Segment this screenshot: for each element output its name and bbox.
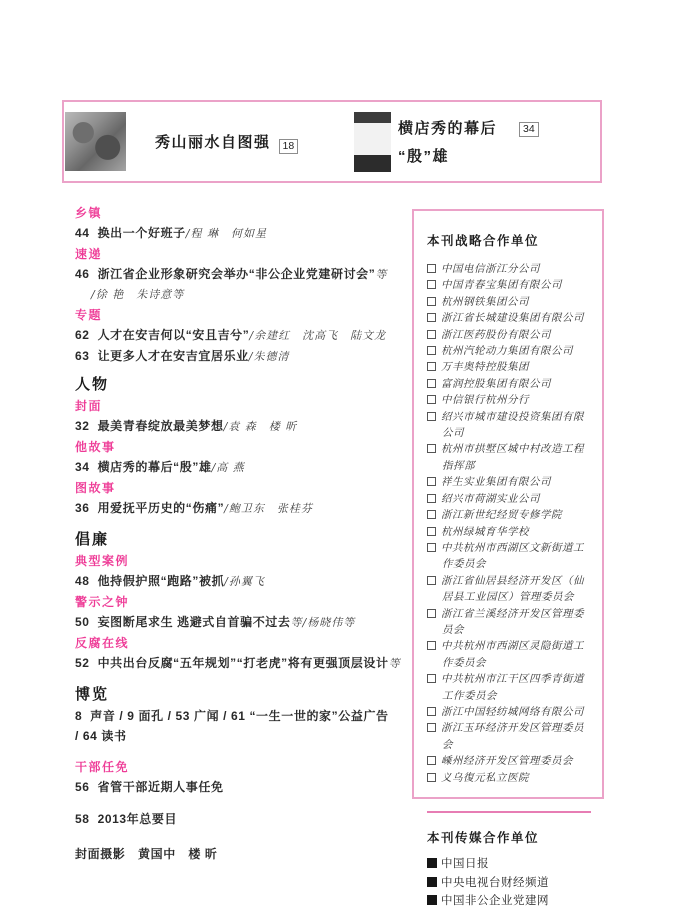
- strategic-partner-item: [427, 343, 594, 359]
- checkbox-square-icon: [427, 609, 436, 618]
- toc-entry: [75, 706, 411, 726]
- checkbox-square-icon: [427, 477, 436, 486]
- toc-section-header: 专题: [75, 308, 103, 322]
- toc-page-number: 46: [75, 267, 90, 281]
- feature-page-badge-2: 34: [519, 122, 539, 137]
- toc-entry: [75, 457, 411, 478]
- toc-article-title: 声音 / 9 面孔 / 53 广闻 / 61 “一生一世的家”公益广告: [90, 709, 389, 723]
- toc-entry: [75, 325, 411, 346]
- toc-article-title: 最美青春绽放最美梦想: [97, 419, 224, 433]
- toc-section-header: 典型案例: [75, 554, 130, 568]
- partner-name: 杭州汽轮动力集团有限公司: [441, 345, 573, 358]
- toc-article-authors: /余建红 沈高飞 陆文龙: [249, 329, 387, 342]
- partner-name: 中国非公企业党建网: [441, 895, 549, 907]
- toc-article-title: 2013年总要目: [97, 812, 178, 826]
- strategic-partner-item: [427, 770, 594, 786]
- checkbox-square-icon: [427, 494, 436, 503]
- feature-photo-2: [354, 112, 391, 172]
- toc-page-number: 34: [75, 460, 90, 474]
- feature-title-2: [398, 117, 539, 166]
- toc-article-authors: /孙翼飞: [224, 575, 265, 588]
- partner-name: 中信银行杭州分行: [441, 394, 529, 407]
- checkbox-square-icon: [427, 576, 436, 585]
- strategic-partner-item: [427, 491, 594, 507]
- feature-title-1: 秀山丽水自图强: [155, 134, 271, 151]
- toc-entry: [75, 498, 411, 519]
- partner-name: 嵊州经济开发区管理委员会: [441, 755, 573, 768]
- partner-name: 中国青春宝集团有限公司: [441, 279, 562, 292]
- toc-entry: [75, 223, 411, 244]
- toc-group-title: 博览: [75, 686, 110, 703]
- checkbox-square-icon: [427, 543, 436, 552]
- partner-name: 杭州绿城育华学校: [441, 525, 529, 538]
- toc-article-title: 浙江省企业形象研究会举办“非公企业党建研讨会”: [97, 267, 376, 281]
- feature-article-2: [354, 112, 539, 172]
- feature-article-1: [64, 112, 354, 171]
- toc-article-title: 中共出台反腐“五年规划”“打老虎”将有更强顶层设计: [97, 656, 389, 670]
- checkbox-square-icon: [427, 362, 436, 371]
- partner-name: 中共杭州市江干区四季青街道工作委员会: [441, 673, 584, 702]
- strategic-partner-item: [427, 409, 594, 442]
- toc-entry: [75, 653, 411, 674]
- strategic-partners-title: 本刊战略合作单位: [427, 234, 540, 248]
- toc-page-number: 36: [75, 501, 90, 515]
- toc-article-authors: 等: [388, 657, 401, 670]
- feature-title-2-line2: “殷”雄: [398, 148, 450, 165]
- toc-page-number: 62: [75, 328, 90, 342]
- checkbox-square-icon: [427, 510, 436, 519]
- toc-section-header: 反腐在线: [75, 636, 130, 650]
- media-partner-item: [427, 892, 594, 911]
- toc-page-number: 8: [75, 709, 83, 723]
- toc-section-header: 封面: [75, 399, 103, 413]
- toc-section-header: 乡镇: [75, 206, 103, 220]
- strategic-partner-item: [427, 704, 594, 720]
- toc-entry: [75, 416, 411, 437]
- strategic-partner-item: [427, 392, 594, 408]
- feature-page-badge-1: 18: [279, 139, 299, 154]
- strategic-partner-item: [427, 376, 594, 392]
- partners-panel: [412, 209, 604, 907]
- partner-name: 义乌復元私立医院: [441, 771, 529, 784]
- partner-name: 绍兴市荷湖实业公司: [441, 492, 540, 505]
- partner-name: 绍兴市城市建设投资集团有限公司: [441, 410, 584, 440]
- toc-entry: [75, 571, 411, 592]
- strategic-partner-item: [427, 294, 594, 310]
- strategic-partner-item: [427, 441, 594, 474]
- toc-section-header: 干部任免: [75, 760, 130, 774]
- toc-article-authors: 等/杨晓伟等: [290, 616, 356, 629]
- filled-square-icon: [427, 895, 437, 905]
- featured-articles-box: [62, 100, 602, 183]
- strategic-partner-item: [427, 573, 594, 606]
- toc-article-title: 人才在安吉何以“安且吉兮”: [97, 328, 250, 342]
- checkbox-square-icon: [427, 527, 436, 536]
- toc-section-header: 警示之钟: [75, 595, 130, 609]
- feature-title-2-line1: 横店秀的幕后: [398, 120, 498, 137]
- toc-article-authors: /袁 森 楼 昕: [223, 420, 298, 433]
- toc-page-number: 50: [75, 615, 90, 629]
- strategic-partner-item: [427, 753, 594, 769]
- toc-page-number: 32: [75, 419, 90, 433]
- partner-name: 中国日报: [441, 858, 489, 870]
- strategic-partner-item: [427, 720, 594, 753]
- media-partners-title: 本刊传媒合作单位: [427, 831, 540, 845]
- toc-entry-continuation: / 64 读书: [75, 729, 127, 743]
- checkbox-square-icon: [427, 412, 436, 421]
- strategic-partner-item: [427, 524, 594, 540]
- toc-article-title: 换出一个好班子: [97, 226, 186, 240]
- partner-name: 浙江中国轻纺城网络有限公司: [441, 705, 584, 718]
- checkbox-square-icon: [427, 297, 436, 306]
- toc-article-authors: /朱德清: [248, 350, 290, 363]
- toc-entry: [75, 346, 411, 367]
- partner-name: 浙江省长城建设集团有限公司: [441, 312, 584, 325]
- strategic-partner-item: [427, 310, 594, 326]
- media-partner-item: [427, 874, 594, 893]
- toc-group-title: 人物: [75, 376, 110, 393]
- toc-article-title: 横店秀的幕后“殷”雄: [97, 460, 212, 474]
- toc-article-title: 省管干部近期人事任免: [97, 780, 224, 794]
- toc-page-number: 63: [75, 349, 90, 363]
- toc-article-title: 妄图断尾求生 逃避式自首骗不过去: [97, 615, 291, 629]
- toc-entry: [75, 612, 411, 633]
- toc-article-title: 让更多人才在安吉宜居乐业: [97, 349, 249, 363]
- strategic-partner-item: [427, 507, 594, 523]
- strategic-partner-item: [427, 606, 594, 639]
- toc-entry: [75, 264, 411, 285]
- checkbox-square-icon: [427, 707, 436, 716]
- strategic-partner-item: [427, 327, 594, 343]
- toc-page-number: 56: [75, 780, 90, 794]
- strategic-partner-item: [427, 638, 594, 671]
- toc-entry: [75, 844, 411, 864]
- toc-section-header: 他故事: [75, 440, 116, 454]
- strategic-partner-item: [427, 261, 594, 277]
- strategic-partner-item: [427, 277, 594, 293]
- partner-name: 浙江玉环经济开发区管理委员会: [441, 722, 584, 751]
- toc-article-authors: /程 琳 何如星: [185, 227, 267, 240]
- toc-page-number: 58: [75, 812, 90, 826]
- toc-authors-line: /徐 艳 朱诗意等: [91, 288, 185, 301]
- toc-page-number: 44: [75, 226, 90, 240]
- partner-name: 杭州市拱墅区城中村改造工程指挥部: [441, 443, 584, 472]
- partner-name: 中央电视台财经频道: [441, 876, 549, 889]
- strategic-partner-item: [427, 540, 594, 573]
- partner-name: 浙江新世纪经贸专修学院: [441, 509, 562, 522]
- media-partner-item: [427, 855, 594, 874]
- filled-square-icon: [427, 877, 437, 887]
- partner-name: 杭州钢铁集团公司: [441, 295, 529, 308]
- feature-photo-1: [65, 112, 126, 171]
- toc-entry: [75, 777, 411, 797]
- checkbox-square-icon: [427, 444, 436, 453]
- strategic-partner-item: [427, 359, 594, 375]
- partner-name: 中共杭州市西湖区灵隐街道工作委员会: [441, 640, 584, 669]
- toc-page-number: 48: [75, 574, 90, 588]
- checkbox-square-icon: [427, 723, 436, 732]
- partner-name: 中共杭州市西湖区文新街道工作委员会: [441, 541, 584, 571]
- filled-square-icon: [427, 858, 437, 868]
- toc-article-authors: 等: [375, 268, 388, 281]
- partner-name: 万丰奥特控股集团: [441, 361, 529, 374]
- toc-section-header: 图故事: [75, 481, 116, 495]
- partner-name: 中国电信浙江分公司: [441, 263, 540, 275]
- table-of-contents: [75, 203, 411, 864]
- checkbox-square-icon: [427, 313, 436, 322]
- partner-name: 祥生实业集团有限公司: [441, 476, 551, 489]
- strategic-partner-item: [427, 671, 594, 704]
- checkbox-square-icon: [427, 756, 436, 765]
- strategic-partner-item: [427, 474, 594, 490]
- toc-article-authors: /高 燕: [211, 461, 245, 474]
- checkbox-square-icon: [427, 330, 436, 339]
- checkbox-square-icon: [427, 773, 436, 782]
- toc-entry: [75, 809, 411, 829]
- checkbox-square-icon: [427, 379, 436, 388]
- partner-name: 富润控股集团有限公司: [441, 377, 551, 390]
- partner-name: 浙江省仙居县经济开发区（仙居县工业园区）管理委员会: [441, 574, 584, 604]
- checkbox-square-icon: [427, 641, 436, 650]
- strategic-partners-list: [427, 261, 594, 786]
- panel-divider: [427, 811, 591, 813]
- toc-page-number: 52: [75, 656, 90, 670]
- checkbox-square-icon: [427, 264, 436, 273]
- toc-section-header: 速递: [75, 247, 103, 261]
- checkbox-square-icon: [427, 674, 436, 683]
- checkbox-square-icon: [427, 395, 436, 404]
- toc-article-title: 封面摄影 黄国中 楼 昕: [75, 847, 218, 861]
- partner-name: 浙江医药股份有限公司: [441, 328, 551, 341]
- toc-group-title: 倡廉: [75, 531, 110, 548]
- toc-article-title: 用爱抚平历史的“伤痛”: [97, 501, 225, 515]
- toc-article-title: 他持假护照“跑路”被抓: [97, 574, 225, 588]
- checkbox-square-icon: [427, 346, 436, 355]
- partner-name: 浙江省兰溪经济开发区管理委员会: [441, 607, 584, 636]
- checkbox-square-icon: [427, 280, 436, 289]
- toc-article-authors: /鲍卫东 张桂芬: [224, 502, 313, 515]
- media-partners-list: [427, 855, 594, 911]
